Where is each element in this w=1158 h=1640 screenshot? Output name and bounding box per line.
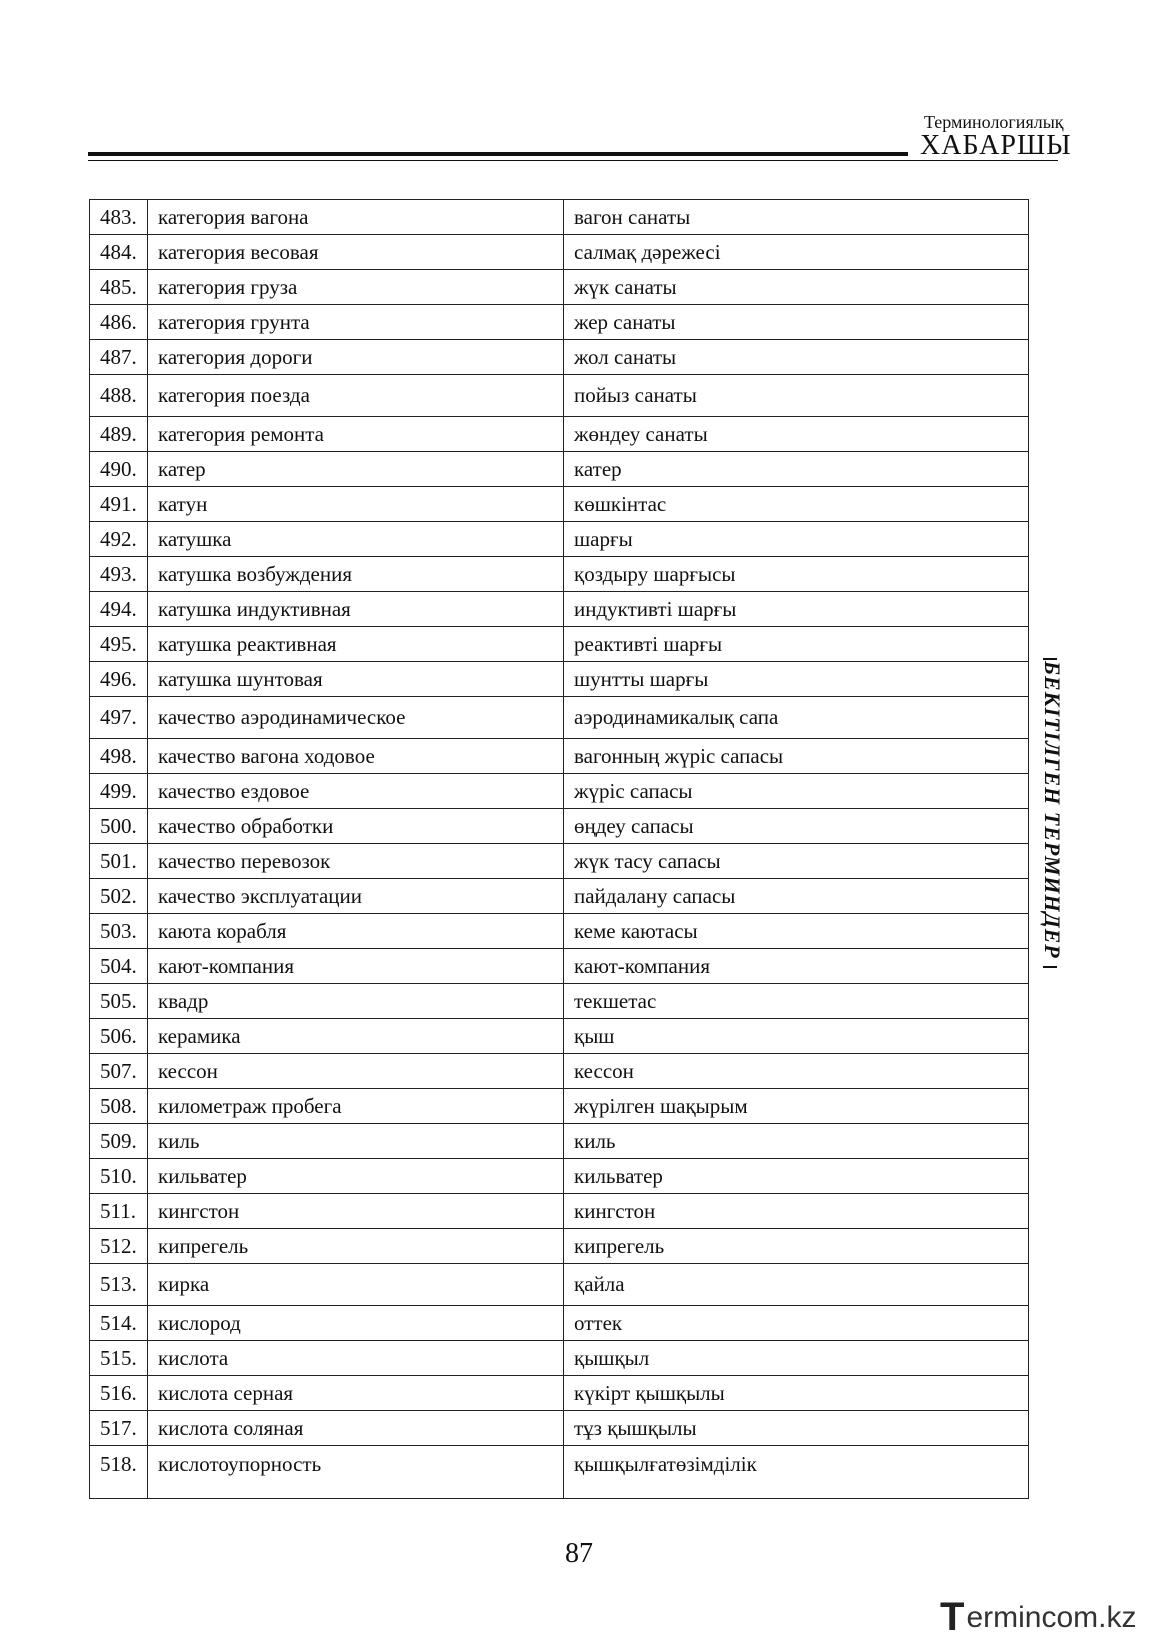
table-row <box>90 305 1029 340</box>
term-number: 505. <box>90 984 148 1019</box>
term-number: 487. <box>90 340 148 375</box>
watermark-text: ermincom.kz <box>966 1600 1137 1634</box>
term-number: 506. <box>90 1019 148 1054</box>
term-russian: керамика <box>148 1019 564 1054</box>
term-kazakh: қыш <box>564 1019 1029 1054</box>
term-russian: катушка индуктивная <box>148 592 564 627</box>
term-kazakh: кильватер <box>564 1159 1029 1194</box>
table-row <box>90 774 1029 809</box>
table-row <box>90 1229 1029 1264</box>
term-russian: катер <box>148 452 564 487</box>
site-watermark <box>940 1595 1136 1640</box>
term-number: 518. <box>90 1446 148 1499</box>
terms-table <box>89 199 1029 1499</box>
term-kazakh: вагон санаты <box>564 200 1029 235</box>
term-kazakh: жүк тасу сапасы <box>564 844 1029 879</box>
term-kazakh: қышқылғатөзімділік <box>564 1446 1029 1499</box>
page-number: 87 <box>565 1538 593 1569</box>
table-row <box>90 1341 1029 1376</box>
term-kazakh: киль <box>564 1124 1029 1159</box>
term-number: 496. <box>90 662 148 697</box>
header-rule-thin <box>88 160 1058 161</box>
table-row <box>90 879 1029 914</box>
table-row <box>90 452 1029 487</box>
term-kazakh: жүріс сапасы <box>564 774 1029 809</box>
table-row <box>90 914 1029 949</box>
term-kazakh: өңдеу сапасы <box>564 809 1029 844</box>
term-russian: квадр <box>148 984 564 1019</box>
term-russian: качество обработки <box>148 809 564 844</box>
term-russian: кислота <box>148 1341 564 1376</box>
term-number: 497. <box>90 697 148 739</box>
table-row <box>90 662 1029 697</box>
term-number: 502. <box>90 879 148 914</box>
table-row <box>90 375 1029 417</box>
term-number: 503. <box>90 914 148 949</box>
table-row <box>90 1264 1029 1306</box>
term-kazakh: реактивті шарғы <box>564 627 1029 662</box>
term-kazakh: жер санаты <box>564 305 1029 340</box>
term-kazakh: жөндеу санаты <box>564 417 1029 452</box>
term-russian: категория грунта <box>148 305 564 340</box>
term-russian: километраж пробега <box>148 1089 564 1124</box>
term-number: 510. <box>90 1159 148 1194</box>
term-russian: катушка шунтовая <box>148 662 564 697</box>
table-row <box>90 340 1029 375</box>
term-kazakh: кеме каютасы <box>564 914 1029 949</box>
term-number: 489. <box>90 417 148 452</box>
term-russian: категория поезда <box>148 375 564 417</box>
term-number: 507. <box>90 1054 148 1089</box>
term-russian: катушка возбуждения <box>148 557 564 592</box>
term-russian: каюта корабля <box>148 914 564 949</box>
term-russian: кингстон <box>148 1194 564 1229</box>
table-row <box>90 417 1029 452</box>
table-row <box>90 809 1029 844</box>
table-row <box>90 1054 1029 1089</box>
table-row <box>90 1376 1029 1411</box>
term-number: 514. <box>90 1306 148 1341</box>
term-number: 515. <box>90 1341 148 1376</box>
term-russian: категория ремонта <box>148 417 564 452</box>
table-row <box>90 627 1029 662</box>
term-russian: кают-компания <box>148 949 564 984</box>
term-kazakh: вагонның жүріс сапасы <box>564 739 1029 774</box>
table-row <box>90 592 1029 627</box>
table-row <box>90 1124 1029 1159</box>
table-row <box>90 235 1029 270</box>
term-number: 498. <box>90 739 148 774</box>
term-russian: качество эксплуатации <box>148 879 564 914</box>
term-russian: качество ездовое <box>148 774 564 809</box>
term-russian: категория вагона <box>148 200 564 235</box>
term-number: 512. <box>90 1229 148 1264</box>
term-kazakh: кингстон <box>564 1194 1029 1229</box>
term-russian: катун <box>148 487 564 522</box>
term-kazakh: қайла <box>564 1264 1029 1306</box>
term-russian: кислота серная <box>148 1376 564 1411</box>
term-russian: качество вагона ходовое <box>148 739 564 774</box>
term-number: 516. <box>90 1376 148 1411</box>
page-header <box>88 104 1072 162</box>
table-row <box>90 1446 1029 1499</box>
term-kazakh: тұз қышқылы <box>564 1411 1029 1446</box>
term-russian: кислота соляная <box>148 1411 564 1446</box>
term-number: 484. <box>90 235 148 270</box>
table-row <box>90 557 1029 592</box>
term-russian: качество перевозок <box>148 844 564 879</box>
term-number: 483. <box>90 200 148 235</box>
term-number: 501. <box>90 844 148 879</box>
table-row <box>90 1159 1029 1194</box>
term-kazakh: кипрегель <box>564 1229 1029 1264</box>
table-row <box>90 522 1029 557</box>
table-row <box>90 984 1029 1019</box>
table-row <box>90 1194 1029 1229</box>
term-kazakh: жүрілген шақырым <box>564 1089 1029 1124</box>
table-row <box>90 844 1029 879</box>
table-row <box>90 200 1029 235</box>
term-russian: кессон <box>148 1054 564 1089</box>
term-russian: кильватер <box>148 1159 564 1194</box>
term-russian: категория весовая <box>148 235 564 270</box>
term-kazakh: жол санаты <box>564 340 1029 375</box>
term-russian: кислотоупорность <box>148 1446 564 1499</box>
table-row <box>90 739 1029 774</box>
term-russian: категория груза <box>148 270 564 305</box>
term-number: 511. <box>90 1194 148 1229</box>
table-row <box>90 487 1029 522</box>
term-number: 508. <box>90 1089 148 1124</box>
term-number: 494. <box>90 592 148 627</box>
term-kazakh: пойыз санаты <box>564 375 1029 417</box>
term-kazakh: көшкінтас <box>564 487 1029 522</box>
term-russian: катушка <box>148 522 564 557</box>
term-kazakh: күкірт қышқылы <box>564 1376 1029 1411</box>
term-number: 491. <box>90 487 148 522</box>
table-row <box>90 1411 1029 1446</box>
table-row <box>90 1089 1029 1124</box>
term-kazakh: оттек <box>564 1306 1029 1341</box>
term-number: 513. <box>90 1264 148 1306</box>
term-number: 493. <box>90 557 148 592</box>
term-kazakh: катер <box>564 452 1029 487</box>
term-kazakh: текшетас <box>564 984 1029 1019</box>
side-section-label: БЕКІТІЛГЕН ТЕРМИНДЕР <box>1040 661 1065 959</box>
journal-title-line1: Терминологиялық <box>924 112 1064 132</box>
term-russian: кирка <box>148 1264 564 1306</box>
term-number: 499. <box>90 774 148 809</box>
journal-title-line2: ХАБАРШЫ <box>920 130 1072 161</box>
term-number: 490. <box>90 452 148 487</box>
term-kazakh: аэродинамикалық сапа <box>564 697 1029 739</box>
term-kazakh: кессон <box>564 1054 1029 1089</box>
term-kazakh: қышқыл <box>564 1341 1029 1376</box>
table-row <box>90 270 1029 305</box>
term-kazakh: шунтты шарғы <box>564 662 1029 697</box>
term-russian: кипрегель <box>148 1229 564 1264</box>
side-label-rule-bottom <box>1043 966 1057 968</box>
term-number: 486. <box>90 305 148 340</box>
term-number: 492. <box>90 522 148 557</box>
table-row <box>90 1019 1029 1054</box>
table-row <box>90 949 1029 984</box>
term-russian: качество аэродинамическое <box>148 697 564 739</box>
term-kazakh: салмақ дәрежесі <box>564 235 1029 270</box>
watermark-logo-letter: T <box>940 1595 965 1639</box>
term-number: 488. <box>90 375 148 417</box>
term-number: 495. <box>90 627 148 662</box>
term-number: 509. <box>90 1124 148 1159</box>
term-kazakh: индуктивті шарғы <box>564 592 1029 627</box>
term-russian: киль <box>148 1124 564 1159</box>
term-russian: кислород <box>148 1306 564 1341</box>
header-rule <box>88 152 908 156</box>
table-row <box>90 697 1029 739</box>
term-kazakh: шарғы <box>564 522 1029 557</box>
table-row <box>90 1306 1029 1341</box>
term-kazakh: пайдалану сапасы <box>564 879 1029 914</box>
term-kazakh: кают-компания <box>564 949 1029 984</box>
term-number: 500. <box>90 809 148 844</box>
term-russian: категория дороги <box>148 340 564 375</box>
term-kazakh: қоздыру шарғысы <box>564 557 1029 592</box>
term-number: 485. <box>90 270 148 305</box>
term-kazakh: жүк санаты <box>564 270 1029 305</box>
term-russian: катушка реактивная <box>148 627 564 662</box>
term-number: 517. <box>90 1411 148 1446</box>
term-number: 504. <box>90 949 148 984</box>
